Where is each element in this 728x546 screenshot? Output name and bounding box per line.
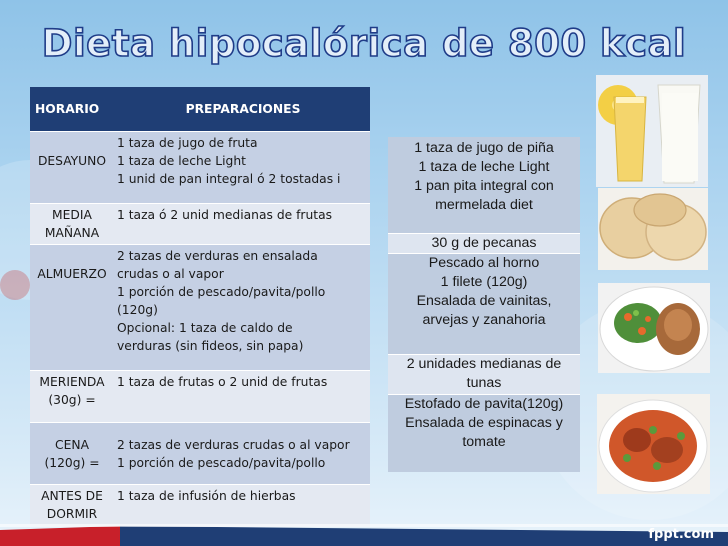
- prep-line: (120g): [117, 303, 158, 317]
- horario-label: MERIENDA: [39, 375, 105, 389]
- prep-line: verduras (sin fideos, sin papa): [117, 339, 304, 353]
- fish-salad-plate-photo: [598, 283, 710, 373]
- preparaciones-cell: [114, 245, 370, 371]
- menu-line: 1 filete (120g): [440, 274, 528, 290]
- prep-line: 2 tazas de verduras en ensalada: [117, 249, 318, 263]
- menu-media-manana: [388, 233, 580, 253]
- prep-line: 1 taza de jugo de fruta: [117, 136, 258, 150]
- juice-and-milk-photo: [596, 75, 708, 187]
- menu-almuerzo: [388, 253, 580, 354]
- menu-line: Pescado al horno: [428, 255, 540, 271]
- table-row: [30, 371, 370, 423]
- horario-cell: [30, 245, 114, 371]
- prep-line: Opcional: 1 taza de caldo de: [117, 321, 293, 335]
- footer-bar: [0, 524, 728, 546]
- background-bubble: [0, 270, 30, 300]
- diet-schedule-table: [30, 87, 370, 527]
- horario-label: (30g) =: [48, 393, 96, 407]
- table-row: [30, 204, 370, 245]
- page-title: Dieta hipocalórica de 800 kcal: [41, 22, 687, 65]
- horario-label: ANTES DE: [41, 489, 103, 503]
- menu-line: tomate: [462, 434, 506, 450]
- prep-line: crudas o al vapor: [117, 267, 224, 281]
- horario-label: MEDIA: [52, 208, 92, 222]
- preparaciones-cell: [114, 423, 370, 485]
- horario-cell: [30, 204, 114, 245]
- menu-line: 1 taza de jugo de piña: [414, 140, 554, 156]
- horario-label: ALMUERZO: [37, 267, 107, 281]
- preparaciones-cell: [114, 371, 370, 423]
- menu-desayuno: [388, 137, 580, 233]
- menu-line: 1 pan pita integral con: [414, 178, 554, 194]
- horario-label: MAÑANA: [44, 226, 100, 240]
- prep-line: 1 porción de pescado/pavita/pollo: [117, 285, 326, 299]
- table-row: [30, 245, 370, 371]
- prep-line: 1 porción de pescado/pavita/pollo: [117, 455, 326, 470]
- preparaciones-cell: [114, 132, 370, 204]
- menu-line: Estofado de pavita(120g): [404, 396, 564, 412]
- horario-cell: [30, 423, 114, 485]
- horario-cell: [30, 371, 114, 423]
- menu-line: tunas: [466, 375, 502, 391]
- table-row: [30, 485, 370, 527]
- header-preparaciones: PREPARACIONES: [114, 87, 370, 132]
- pita-bread-photo: [598, 188, 708, 270]
- menu-line: Ensalada de vainitas,: [416, 293, 552, 309]
- prep-line: 1 taza de infusión de hierbas: [117, 489, 296, 503]
- prep-line: 1 taza de frutas o 2 unid de frutas: [117, 375, 328, 389]
- preparaciones-cell: [114, 485, 370, 527]
- preparaciones-cell: [114, 204, 370, 245]
- table-row: [30, 423, 370, 485]
- menu-line: arvejas y zanahoria: [422, 312, 546, 328]
- menu-line: 2 unidades medianas de: [406, 356, 562, 372]
- menu-cena: [388, 394, 580, 472]
- horario-cell: [30, 132, 114, 204]
- horario-label: DORMIR: [46, 507, 98, 521]
- brand-logo: fppt.com: [648, 527, 714, 542]
- menu-line: 1 taza de leche Light: [418, 159, 550, 175]
- horario-label: (120g) =: [44, 455, 100, 470]
- prep-line: 1 unid de pan integral ó 2 tostadas i: [117, 172, 341, 186]
- horario-cell: [30, 485, 114, 527]
- prep-line: 1 taza de leche Light: [117, 154, 246, 168]
- prep-line: 2 tazas de verduras crudas o al vapor: [117, 437, 350, 452]
- horario-label: DESAYUNO: [37, 154, 107, 168]
- menu-merienda: [388, 354, 580, 394]
- menu-line: mermelada diet: [435, 197, 533, 213]
- header-horario: HORARIO: [30, 87, 114, 132]
- menu-line: 30 g de pecanas: [431, 235, 537, 251]
- turkey-stew-plate-photo: [597, 394, 710, 494]
- table-row: [30, 132, 370, 204]
- menu-line: Ensalada de espinacas y: [405, 415, 563, 431]
- prep-line: 1 taza ó 2 unid medianas de frutas: [117, 208, 333, 222]
- horario-label: CENA: [55, 437, 89, 452]
